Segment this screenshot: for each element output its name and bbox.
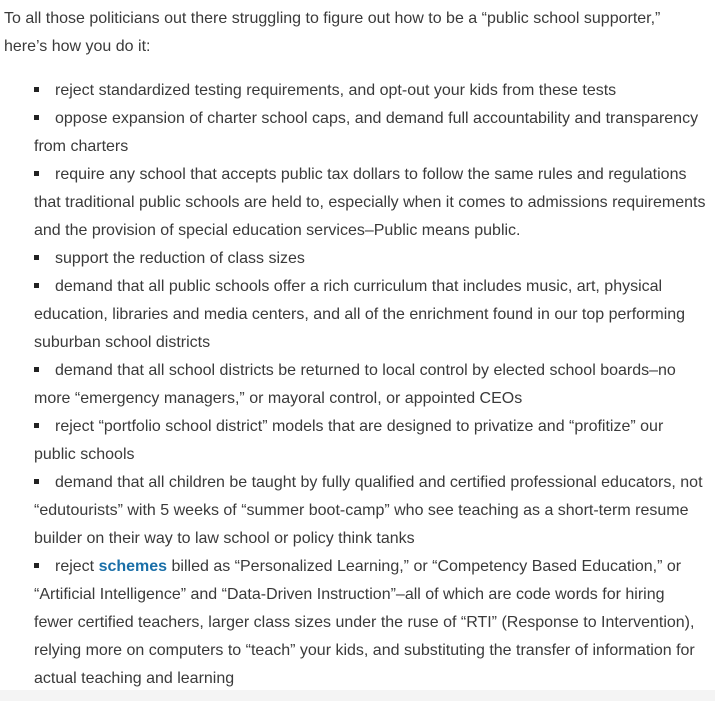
- square-bullet-icon: [34, 423, 39, 428]
- square-bullet-icon: [34, 115, 39, 120]
- demands-list: [4, 77, 708, 693]
- list-item: [34, 161, 708, 245]
- list-item: [34, 553, 708, 693]
- list-item: [34, 245, 708, 273]
- intro-paragraph: To all those politicians out there struggling to figure out how to be a “public school supporter,” here’s how you do it:: [4, 10, 661, 55]
- list-item-text: demand that all public schools offer a rich curriculum that includes music, art, physical education, libraries and media centers, and all of the enrichment found in our top performing suburban school districts: [34, 278, 686, 351]
- list-item-prefix: reject: [55, 558, 99, 575]
- square-bullet-icon: [34, 87, 39, 92]
- list-item: [34, 77, 708, 105]
- list-item: [34, 469, 708, 553]
- list-item-text: demand that all school districts be returned to local control by elected school boards–no more “emergency managers,” or mayoral control, or appointed CEOs: [34, 362, 676, 407]
- list-item: [34, 413, 708, 469]
- square-bullet-icon: [34, 563, 39, 568]
- square-bullet-icon: [34, 171, 39, 176]
- article-body: [4, 5, 708, 693]
- list-item: [34, 357, 708, 413]
- list-item: [34, 273, 708, 357]
- square-bullet-icon: [34, 479, 39, 484]
- list-item-text: reject standardized testing requirements, and opt-out your kids from these tests: [55, 82, 617, 99]
- square-bullet-icon: [34, 255, 39, 260]
- list-item-text: require any school that accepts public tax dollars to follow the same rules and regulations that traditional public schools are held to, especially when it comes to admissions requirements and the provision of special education services–Public means public.: [34, 166, 706, 239]
- list-item-text: oppose expansion of charter school caps, and demand full accountability and transparency from charters: [34, 110, 699, 155]
- list-item-suffix: billed as “Personalized Learning,” or “Competency Based Education,” or “Artificial Intelligence” and “Data-Driven Instruction”–all of which are code words for hiring fewer certified teachers, larger class sizes under the ruse of “RTI” (Response to Intervention), relying more on computers to “teach” your kids, and substituting the transfer of information for actual teaching and learning: [34, 558, 695, 687]
- square-bullet-icon: [34, 367, 39, 372]
- list-item-text: support the reduction of class sizes: [55, 250, 305, 267]
- list-item-text: demand that all children be taught by fully qualified and certified professional educators, not “edutourists” with 5 weeks of “summer boot-camp” who see teaching as a short-term resume builder on their way to law school or policy think tanks: [34, 474, 703, 547]
- square-bullet-icon: [34, 283, 39, 288]
- schemes-link[interactable]: schemes: [98, 558, 168, 575]
- list-item-text: reject “portfolio school district” models that are designed to privatize and “profitize” our public schools: [34, 418, 664, 463]
- bottom-edge-band: [0, 690, 715, 701]
- list-item: [34, 105, 708, 161]
